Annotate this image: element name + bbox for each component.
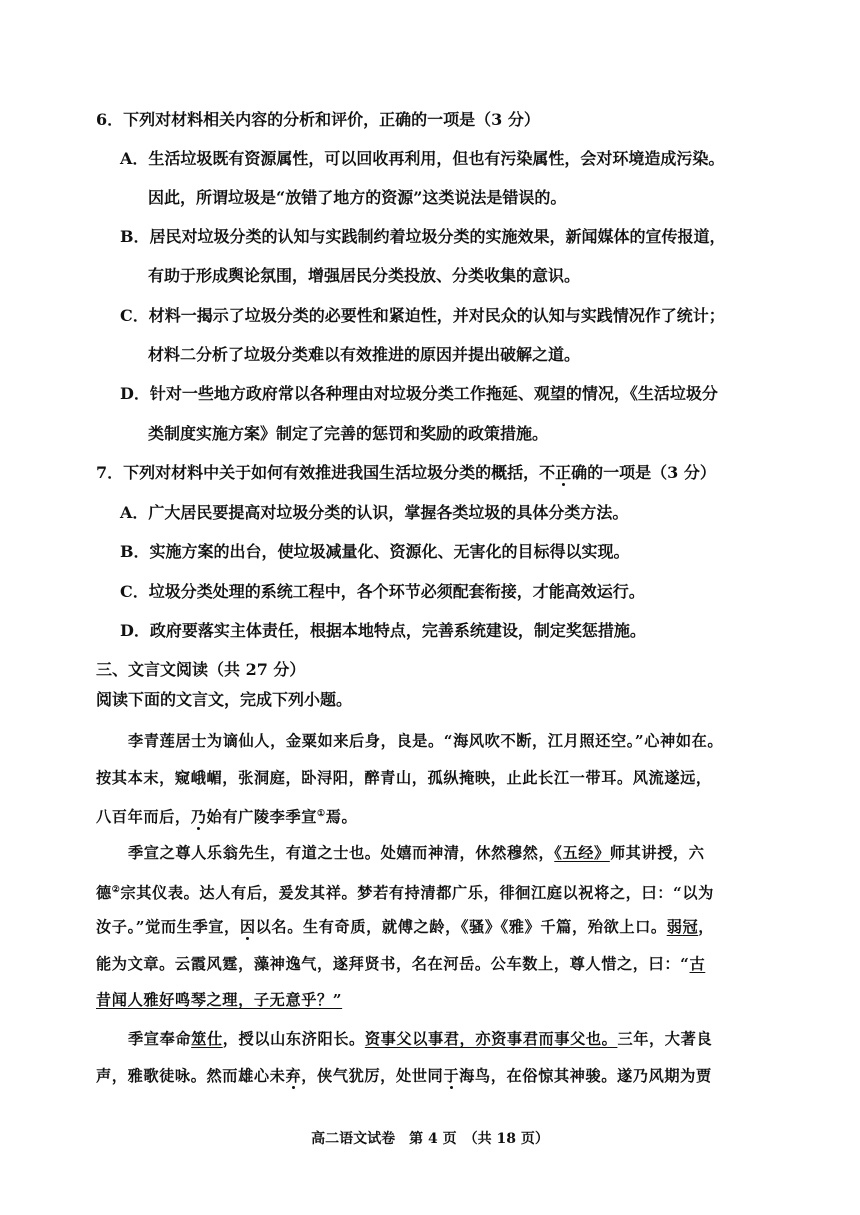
q7-emphasis-not-correct: [539, 463, 587, 482]
emphasis-text: 不正确: [539, 463, 588, 482]
underlined-text: 筮仕: [191, 1030, 223, 1048]
text-segment: ，侠气犹厉，处世同: [301, 1067, 444, 1085]
q7-stem-part2: 的一项是（3 分）: [587, 463, 716, 482]
text-segment: 宗其仪表。达人有后，爰发其祥。梦若有持清都广乐，徘徊江庭以祝将之，曰：“以为: [120, 884, 714, 903]
text-segment: 师其讲授，六: [609, 844, 705, 862]
text-segment: 始有广陵李季宣: [206, 808, 318, 827]
text-segment: 能为文章。云霞风霆，藻神逸气，遂拜贤书，名在河岳。公车数上，尊人惜之，曰：“: [96, 955, 690, 973]
q7-option-b: B．实施方案的出台，使垃圾减量化、资源化、无害化的目标得以实现。: [120, 542, 630, 561]
passage-p2-line1: [128, 843, 705, 863]
passage-p2-line5: [96, 990, 342, 1010]
underlined-text: 昔闻人雅好鸣琴之理，子无意乎？”: [96, 991, 343, 1009]
underlined-text: 资事父以事君，亦资事君而事父也。: [364, 1030, 618, 1048]
text-segment: 焉。: [325, 808, 358, 827]
footnote-marker-2: ②: [111, 885, 121, 895]
question-7-stem: [96, 463, 716, 483]
text-segment: ，授以山东济阳长。: [222, 1030, 365, 1048]
emphasis-dot-char: 乃: [190, 808, 207, 827]
q6-option-c-line1: C．材料一揭示了垃圾分类的必要性和紧迫性，并对民众的认知与实践情况作了统计；: [120, 306, 725, 325]
q6-option-d-line1: D．针对一些地方政府常以各种理由对垃圾分类工作拖延、观望的情况，《生活垃圾分: [120, 384, 718, 403]
passage-p1-line3: [96, 804, 357, 827]
underlined-text: 弱冠: [666, 918, 699, 936]
passage-p2-line4: [96, 954, 705, 974]
q6-option-a-line2: 因此，所谓垃圾是“放错了地方的资源”这类说法是错误的。: [148, 188, 567, 207]
q7-option-a: A．广大居民要提高对垃圾分类的认识，掌握各类垃圾的具体分类方法。: [120, 503, 629, 522]
passage-p3-line2: [96, 1066, 712, 1086]
emphasis-dot-char: 因: [239, 918, 256, 936]
passage-p2-line2: [96, 880, 714, 903]
page-footer: 高二语文试卷 第 4 页 （共 18 页）: [311, 1131, 549, 1147]
passage-p1-line1: 李青莲居士为谪仙人，金粟如来后身，良是。“海风吹不断，江月照还空。”心神如在。: [128, 732, 724, 750]
underlined-text: 古: [689, 955, 706, 973]
q7-option-c: C．垃圾分类处理的系统工程中，各个环节必须配套衔接，才能高效运行。: [120, 582, 645, 601]
text-segment: 以名。生有奇质，就傅之龄，《骚》《雅》千篇，殆欲上口。: [255, 918, 667, 936]
text-segment: 季宣之尊人乐翁先生，有道之士也。处嬉而神清，休然穆然，: [128, 844, 555, 862]
text-segment: 德: [96, 884, 112, 903]
text-segment: ，: [698, 918, 715, 936]
text-segment: 八百年而后，: [96, 808, 191, 827]
underlined-text: 《五经》: [554, 844, 610, 862]
q7-option-d: D．政府要落实主体责任，根据本地特点，完善系统建设，制定奖惩措施。: [120, 621, 646, 640]
question-6-stem: 6．下列对材料相关内容的分析和评价，正确的一项是（3 分）: [96, 110, 540, 129]
q6-option-b-line1: B．居民对垃圾分类的认知与实践制约着垃圾分类的实施效果，新闻媒体的宣传报道，: [120, 227, 726, 246]
q7-stem-part1: 7．下列对材料中关于如何有效推进我国生活垃圾分类的概括，: [96, 463, 540, 482]
emphasis-dot-char: 于: [443, 1067, 460, 1085]
q6-option-a-line1: A．生活垃圾既有资源属性，可以回收再利用，但也有污染属性，会对环境造成污染。: [120, 149, 725, 168]
section-3-title: 三、文言文阅读（共 27 分）: [96, 660, 306, 679]
passage-p3-line1: [128, 1029, 712, 1049]
text-segment: 海鸟，在俗惊其神骏。遂乃风期为贾: [459, 1067, 712, 1085]
footnote-marker-1: ①: [317, 809, 326, 819]
q6-option-b-line2: 有助于形成舆论氛围，增强居民分类投放、分类收集的意识。: [148, 266, 581, 285]
passage-p2-line3: [96, 917, 714, 937]
text-segment: 汝子。”觉而生季宣，: [96, 918, 240, 936]
section-3-instruction: 阅读下面的文言文，完成下列小题。: [96, 690, 353, 709]
passage-p1-line2: 按其本末，窥峨嵋，张洞庭，卧浔阳，醉青山，孤纵掩映，止此长江一带耳。风流遂远，: [96, 769, 712, 787]
text-segment: 三年，大著良: [617, 1030, 713, 1048]
emphasis-dot-char: 弃: [285, 1067, 302, 1085]
text-segment: 季宣奉命: [128, 1030, 192, 1048]
text-segment: 声，雅歌徒咏。然而雄心未: [96, 1067, 286, 1085]
q6-option-d-line2: 类制度实施方案》制定了完善的惩罚和奖励的政策措施。: [148, 424, 549, 443]
q6-option-c-line2: 材料二分析了垃圾分类难以有效推进的原因并提出破解之道。: [148, 345, 581, 364]
